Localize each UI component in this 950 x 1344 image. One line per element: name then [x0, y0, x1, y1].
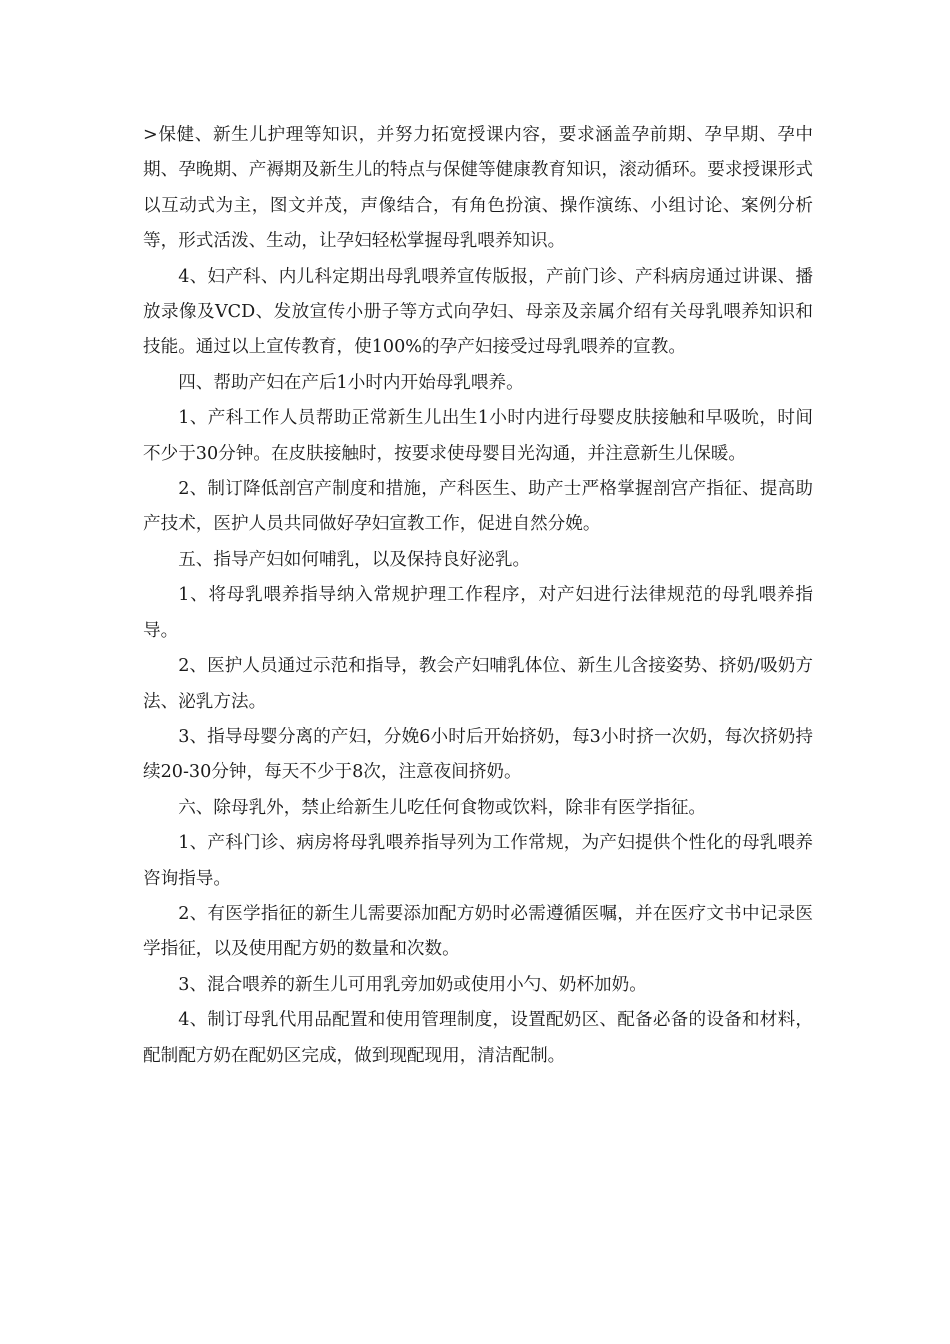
paragraph-item-3-separation: 3、指导母婴分离的产妇，分娩6小时后开始挤奶，每3小时挤一次奶，每次挤奶持续20-30分钟，每天不少于8次，注意夜间挤奶。 — [143, 726, 813, 783]
paragraph-continuation: >保健、新生儿护理等知识，并努力拓宽授课内容，要求涵盖孕前期、孕早期、孕中期、孕晚期、产褥期及新生儿的特点与保健等健康教育知识，滚动循环。要求授课形式以互动式为主，图文并茂，声像结合，有角色扮演、操作演练、小组讨论、案例分析等，形式活泼、生动，让孕妇轻松掌握母乳喂养知识。 — [143, 125, 813, 252]
section-heading-4: 四、帮助产妇在产后1小时内开始母乳喂养。 — [178, 372, 524, 393]
paragraph-item-1-skin-contact: 1、产科工作人员帮助正常新生儿出生1小时内进行母婴皮肤接触和早吸吮，时间不少于30分钟。在皮肤接触时，按要求使母婴目光沟通，并注意新生儿保暖。 — [143, 408, 813, 464]
paragraph-item-2-formula: 2、有医学指征的新生儿需要添加配方奶时必需遵循医嘱，并在医疗文书中记录医学指征，以及使用配方奶的数量和次数。 — [143, 903, 813, 960]
paragraph-item-1-consulting: 1、产科门诊、病房将母乳喂养指导列为工作常规，为产妇提供个性化的母乳喂养咨询指导。 — [143, 833, 813, 889]
paragraph-item-1-nursing-program: 1、将母乳喂养指导纳入常规护理工作程序，对产妇进行法律规范的母乳喂养指导。 — [143, 585, 813, 641]
section-heading-6: 六、除母乳外，禁止给新生儿吃任何食物或饮料，除非有医学指征。 — [178, 797, 707, 818]
paragraph-item-3-mixed-feeding: 3、混合喂养的新生儿可用乳旁加奶或使用小勺、奶杯加奶。 — [178, 974, 647, 995]
paragraph-item-2-demonstration: 2、医护人员通过示范和指导，教会产妇哺乳体位、新生儿含接姿势、挤奶/吸奶方法、泌乳方法。 — [143, 656, 813, 712]
section-heading-5: 五、指导产妇如何哺乳，以及保持良好泌乳。 — [178, 549, 531, 570]
paragraph-item-4-formula-management: 4、制订母乳代用品配置和使用管理制度，设置配奶区、配备必备的设备和材料，配制配方奶在配奶区完成，做到现配现用，清洁配制。 — [143, 1010, 813, 1066]
paragraph-item-2-cesarean: 2、制订降低剖宫产制度和措施，产科医生、助产士严格掌握剖宫产指征、提高助产技术，医护人员共同做好孕妇宣教工作，促进自然分娩。 — [143, 479, 813, 535]
document-body — [143, 118, 813, 1074]
paragraph-item-4-publicity: 4、妇产科、内儿科定期出母乳喂养宣传版报，产前门诊、产科病房通过讲课、播放录像及VCD、发放宣传小册子等方式向孕妇、母亲及亲属介绍有关母乳喂养知识和技能。通过以上宣传教育，使100%的孕产妇接受过母乳喂养的宣教。 — [143, 266, 813, 358]
